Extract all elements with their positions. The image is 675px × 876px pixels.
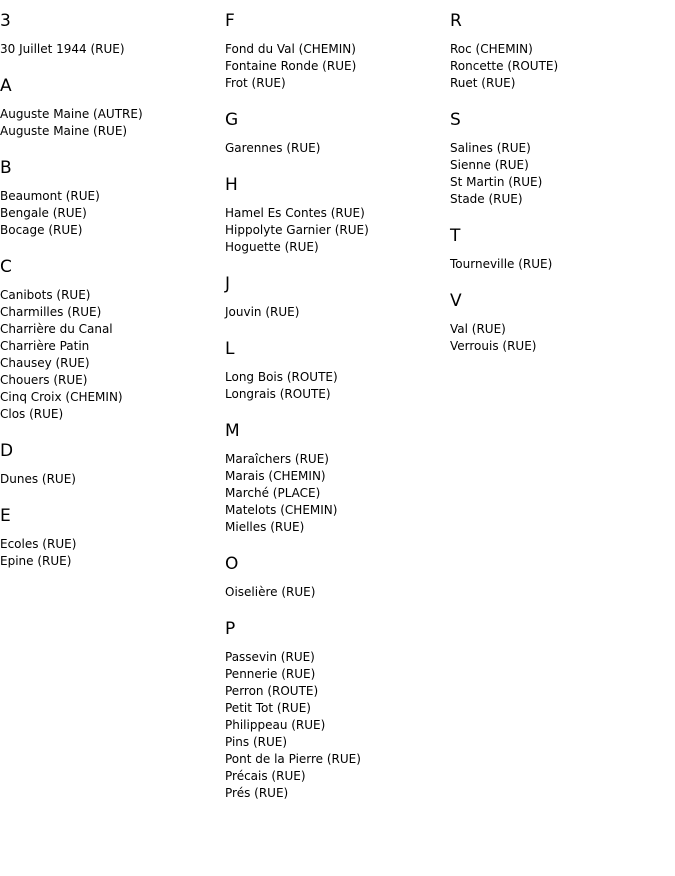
street-name: Dunes (RUE) bbox=[0, 472, 76, 486]
street-list bbox=[225, 451, 450, 536]
street-name: Beaumont (RUE) bbox=[0, 189, 100, 203]
street-name: Oiselière (RUE) bbox=[225, 585, 316, 599]
letter-section bbox=[225, 110, 450, 157]
street-name: Hamel Es Contes (RUE) bbox=[225, 206, 365, 220]
street-name: Roncette (ROUTE) bbox=[450, 59, 559, 73]
street-name: Auguste Maine (RUE) bbox=[0, 124, 128, 138]
street-list bbox=[450, 41, 675, 92]
street-list bbox=[450, 256, 675, 273]
street-list bbox=[225, 649, 450, 802]
letter-section bbox=[225, 619, 450, 802]
street-name: Canibots (RUE) bbox=[0, 288, 91, 302]
letter-section bbox=[0, 257, 225, 423]
street-name: Jouvin (RUE) bbox=[225, 305, 300, 319]
section-letter-heading: L bbox=[225, 339, 235, 359]
street-list bbox=[225, 304, 450, 321]
section-letter-heading: V bbox=[450, 291, 462, 311]
street-list bbox=[225, 584, 450, 601]
street-name: Ecoles (RUE) bbox=[0, 537, 77, 551]
street-column bbox=[0, 11, 225, 588]
section-letter-heading: P bbox=[225, 619, 236, 639]
street-list bbox=[225, 140, 450, 157]
street-name: Marché (PLACE) bbox=[225, 486, 321, 500]
street-name: Pont de la Pierre (RUE) bbox=[225, 752, 361, 766]
street-name: Maraîchers (RUE) bbox=[225, 452, 329, 466]
street-name: Clos (RUE) bbox=[0, 407, 64, 421]
section-letter-heading: C bbox=[0, 257, 12, 277]
street-name: Fontaine Ronde (RUE) bbox=[225, 59, 357, 73]
street-name: Philippeau (RUE) bbox=[225, 718, 326, 732]
section-letter-heading: T bbox=[450, 226, 461, 246]
street-name: Ruet (RUE) bbox=[450, 76, 516, 90]
street-name: Hippolyte Garnier (RUE) bbox=[225, 223, 369, 237]
street-list bbox=[0, 287, 225, 423]
street-name: Verrouis (RUE) bbox=[450, 339, 537, 353]
street-name: Sienne (RUE) bbox=[450, 158, 529, 172]
street-column bbox=[450, 11, 675, 373]
letter-section bbox=[450, 291, 675, 355]
street-name: Précais (RUE) bbox=[225, 769, 306, 783]
street-list bbox=[450, 321, 675, 355]
letter-section bbox=[225, 11, 450, 92]
section-letter-heading: M bbox=[225, 421, 240, 441]
section-letter-heading: G bbox=[225, 110, 239, 130]
street-name: Stade (RUE) bbox=[450, 192, 523, 206]
street-name: Bocage (RUE) bbox=[0, 223, 83, 237]
letter-section bbox=[225, 554, 450, 601]
street-name: Passevin (RUE) bbox=[225, 650, 315, 664]
street-name: Charrière du Canal bbox=[0, 322, 113, 336]
street-name: Charmilles (RUE) bbox=[0, 305, 102, 319]
street-list bbox=[0, 106, 225, 140]
street-list bbox=[0, 471, 225, 488]
street-name: Cinq Croix (CHEMIN) bbox=[0, 390, 123, 404]
letter-section bbox=[0, 506, 225, 570]
street-list bbox=[0, 41, 225, 58]
letter-section bbox=[450, 110, 675, 208]
section-letter-heading: F bbox=[225, 11, 235, 31]
letter-section bbox=[225, 175, 450, 256]
street-name: Pins (RUE) bbox=[225, 735, 288, 749]
street-list bbox=[0, 536, 225, 570]
street-name: Bengale (RUE) bbox=[0, 206, 87, 220]
section-letter-heading: E bbox=[0, 506, 11, 526]
section-letter-heading: S bbox=[450, 110, 461, 130]
street-name: Chouers (RUE) bbox=[0, 373, 88, 387]
section-letter-heading: R bbox=[450, 11, 462, 31]
section-letter-heading: B bbox=[0, 158, 12, 178]
street-list bbox=[225, 369, 450, 403]
street-column bbox=[225, 11, 450, 820]
street-list bbox=[225, 205, 450, 256]
section-letter-heading: D bbox=[0, 441, 14, 461]
section-letter-heading: O bbox=[225, 554, 239, 574]
street-name: Chausey (RUE) bbox=[0, 356, 90, 370]
street-name: Prés (RUE) bbox=[225, 786, 289, 800]
section-letter-heading: 3 bbox=[0, 11, 11, 31]
street-name: Salines (RUE) bbox=[450, 141, 531, 155]
letter-section bbox=[225, 421, 450, 536]
street-name: St Martin (RUE) bbox=[450, 175, 543, 189]
section-letter-heading: J bbox=[225, 274, 231, 294]
letter-section bbox=[0, 441, 225, 488]
street-name: Matelots (CHEMIN) bbox=[225, 503, 338, 517]
letter-section bbox=[0, 76, 225, 140]
street-name: 30 Juillet 1944 (RUE) bbox=[0, 42, 125, 56]
street-name: Epine (RUE) bbox=[0, 554, 72, 568]
street-name: Hoguette (RUE) bbox=[225, 240, 319, 254]
street-name: Longrais (ROUTE) bbox=[225, 387, 331, 401]
letter-section bbox=[0, 158, 225, 239]
street-name: Auguste Maine (AUTRE) bbox=[0, 107, 143, 121]
street-name: Perron (ROUTE) bbox=[225, 684, 319, 698]
street-name: Marais (CHEMIN) bbox=[225, 469, 326, 483]
street-name: Charrière Patin bbox=[0, 339, 90, 353]
street-name: Petit Tot (RUE) bbox=[225, 701, 311, 715]
letter-section bbox=[0, 11, 225, 58]
street-list bbox=[0, 188, 225, 239]
letter-section bbox=[225, 339, 450, 403]
street-list bbox=[225, 41, 450, 92]
street-name: Pennerie (RUE) bbox=[225, 667, 316, 681]
street-name: Roc (CHEMIN) bbox=[450, 42, 533, 56]
letter-section bbox=[450, 11, 675, 92]
section-letter-heading: H bbox=[225, 175, 238, 195]
section-letter-heading: A bbox=[0, 76, 12, 96]
street-name: Long Bois (ROUTE) bbox=[225, 370, 338, 384]
letter-section bbox=[225, 274, 450, 321]
street-name: Val (RUE) bbox=[450, 322, 506, 336]
street-name: Tourneville (RUE) bbox=[450, 257, 553, 271]
street-name: Mielles (RUE) bbox=[225, 520, 305, 534]
street-list bbox=[450, 140, 675, 208]
street-name: Frot (RUE) bbox=[225, 76, 286, 90]
street-name: Garennes (RUE) bbox=[225, 141, 321, 155]
street-name: Fond du Val (CHEMIN) bbox=[225, 42, 356, 56]
letter-section bbox=[450, 226, 675, 273]
